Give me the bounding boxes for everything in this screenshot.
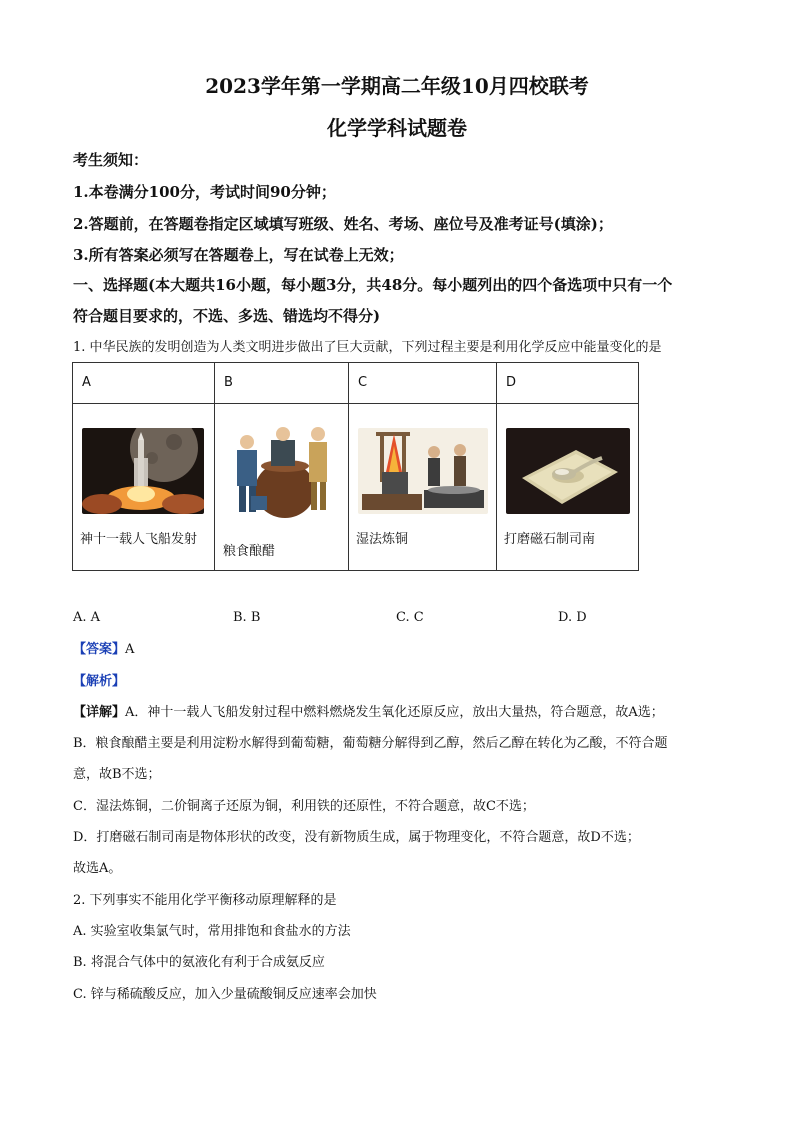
rocket-launch-photo [82,428,204,514]
question-1-options-table [72,362,639,571]
detail-line-3: 意，故B不选； [73,767,161,782]
option-cell-d [497,404,639,571]
question-1-option-c: C. C [396,610,424,625]
vinegar-brewing-illustration [223,420,339,524]
question-2-option-b: B. 将混合气体中的氨液化有利于合成氨反应 [73,955,325,970]
detail-line-2: B．粮食酿醋主要是利用淀粉水解得到葡萄糖，葡萄糖分解得到乙醇，然后乙醇在转化为乙酸，不符合题 [73,736,668,751]
question-2-option-a: A. 实验室收集氯气时，常用排饱和食盐水的方法 [73,924,351,939]
copper-smelting-illustration [358,428,488,514]
question-1-option-d: D. D [558,610,587,625]
question-1-stem: 1. 中华民族的发明创造为人类文明进步做出了巨大贡献，下列过程主要是利用化学反应中能量变化的是 [73,340,662,355]
option-header-b: B [215,363,349,404]
option-caption-b: 粮食酿醋 [223,544,276,559]
detail-line-4: C．湿法炼铜，二价铜离子还原为铜，利用铁的还原性，不符合题意，故C不选； [73,799,535,814]
question-2-stem: 2. 下列事实不能用化学平衡移动原理解释的是 [73,893,337,908]
section-heading-cont: 符合题目要求的，不选、多选、错选均不得分) [73,307,381,325]
option-caption-d: 打磨磁石制司南 [504,532,596,547]
analysis-label: 【解析】 [73,674,126,689]
option-caption-c: 湿法炼铜 [356,532,409,547]
question-2-option-c: C. 锌与稀硫酸反应，加入少量硫酸铜反应速率会加快 [73,987,377,1002]
detail-line-5: D．打磨磁石制司南是物体形状的改变，没有新物质生成，属于物理变化，不符合题意，故D不选； [73,830,640,845]
detail-line-1 [73,703,664,723]
notice-item-3: 3.所有答案必须写在答题卷上，写在试卷上无效； [73,246,404,264]
compass-sinan-photo [506,428,630,514]
option-caption-a: 神十一载人飞船发射 [80,532,198,547]
question-1-option-b: B. B [233,610,261,625]
notice-item-1: 1.本卷满分100分，考试时间90分钟； [73,183,336,201]
option-cell-c [349,404,497,571]
answer-line [73,640,134,660]
notice-item-2: 2.答题前，在答题卷指定区域填写班级、姓名、考场、座位号及准考证号(填涂)； [73,215,613,233]
option-header-a: A [73,363,215,404]
answer-label: 【答案】 [73,642,126,657]
option-cell-a [73,404,215,571]
notice-heading: 考生须知： [73,151,149,169]
exam-title: 2023学年第一学期高二年级10月四校联考 [205,74,589,98]
option-header-d: D [497,363,639,404]
section-heading: 一、选择题(本大题共16小题，每小题3分，共48分。每小题列出的四个备选项中只有一个 [73,276,673,294]
question-1-option-a: A. A [73,610,101,625]
detail-text-a: A．神十一载人飞船发射过程中燃料燃烧发生氧化还原反应，放出大量热，符合题意，故A选； [125,705,664,720]
detail-label: 【详解】 [73,705,126,720]
answer-value: A [125,642,135,657]
option-header-c: C [349,363,497,404]
exam-subtitle: 化学学科试题卷 [327,116,467,140]
option-cell-b [215,404,349,571]
detail-line-6: 故选A。 [73,861,122,876]
analysis-line [73,672,125,692]
